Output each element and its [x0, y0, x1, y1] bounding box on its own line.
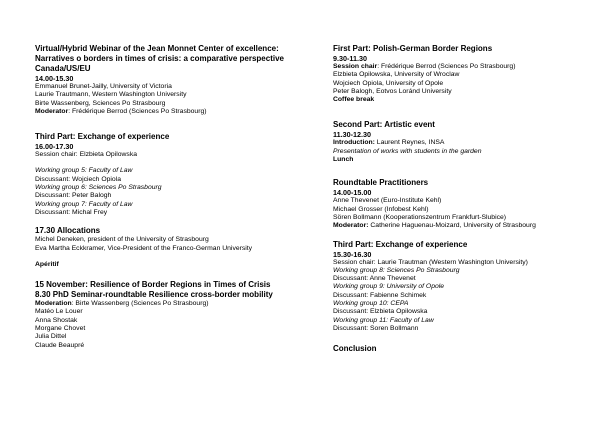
section-time: 9.30-11.30 [333, 54, 367, 63]
section-allocations [35, 226, 303, 253]
attendee-line: Eva Martha Eckkramer, Vice-President of the Franco-German University [35, 244, 253, 252]
participant-line: Claude Beaupré [35, 341, 85, 349]
moderator-value: Catherine Haguenau-Moizard, University of Strasbourg [368, 222, 536, 230]
session-chair-line: Session chair: Elzbieta Opilowska [35, 151, 137, 159]
participant-line: Julia Dittel [35, 333, 67, 341]
speaker-line: Elzbieta Opilowska, University of Wroclaw [333, 71, 460, 79]
moderator-line [35, 108, 303, 116]
introduction-value: Laurent Reynes, INSA [374, 139, 445, 147]
section-third-part-right [333, 240, 567, 334]
section-heading: 15 November: Resilience of Border Regions in Times of Crisis [35, 280, 271, 290]
section-heading: First Part: Polish-German Border Regions [333, 44, 493, 53]
discussant-line: Discussant: Anne Thevenet [333, 275, 416, 283]
discussant-line: Discussant: Fabienne Schimek [333, 291, 427, 299]
attendee-line: Michel Deneken, president of the University of Strasbourg [35, 236, 209, 244]
section-heading: Roundtable Practitioners [333, 178, 429, 188]
introduction-line [333, 139, 567, 147]
discussant-line: Discussant: Michal Frey [35, 208, 108, 216]
moderator-value: : Frédérique Berrod (Sciences Po Strasbourg) [68, 107, 207, 115]
working-group-line: Working group 7: Faculty of Law [35, 200, 133, 208]
presentation-note: Presentation of works with students in the garden [333, 147, 482, 155]
discussant-line: Discussant: Soren Bollmann [333, 324, 419, 332]
conclusion-heading: Conclusion [333, 344, 377, 354]
working-group-line: Working group 5: Faculty of Law [35, 167, 133, 175]
moderator-label: Moderator: [333, 222, 369, 230]
seminar-heading: 8.30 PhD Seminar-roundtable Resilience cross-border mobility [35, 290, 273, 300]
moderator-label: Moderator [35, 107, 69, 115]
speaker-line: Emmanuel Brunet-Jailly, University of Victoria [35, 83, 172, 90]
moderation-label: Moderation [35, 300, 72, 308]
speaker-line: Birte Wassenberg, Sciences Po Strasbourg [35, 99, 166, 107]
session-chair-label: Session chair [333, 63, 378, 70]
webinar-title: Virtual/Hybrid Webinar of the Jean Monnet Center of excellence: Narratives o borders in times of crisis: a comparative perspective Canada/US/EU [35, 44, 284, 73]
webinar-time: 14.00-15.30 [35, 74, 74, 83]
section-third-part-left [35, 132, 303, 217]
section-time: 15.30-16.30 [333, 249, 372, 259]
section-heading: Third Part: Exchange of experience [35, 132, 170, 142]
moderator-line [333, 222, 567, 230]
left-column [35, 44, 303, 350]
working-group-line: Working group 10: CEPA [333, 300, 409, 308]
working-groups [35, 167, 303, 217]
section-time: 14.00-15.00 [333, 188, 372, 198]
working-group-line: Working group 9: University of Opole [333, 283, 445, 291]
participant-line: Morgane Chovet [35, 325, 86, 333]
participant-line: Michael Grosser (Infobest Kehl) [333, 205, 429, 213]
session-chair-line: Session chair: Laurie Trautman (Western Washington University) [333, 258, 528, 266]
participant-line: Anna Shostak [35, 316, 78, 324]
coffee-break-label: Coffee break [333, 96, 375, 104]
discussant-line: Discussant: Peter Balogh [35, 192, 112, 200]
working-group-line: Working group 8: Sciences Po Strasbourg [333, 266, 460, 274]
session-chair-line [333, 63, 567, 71]
section-november15 [35, 280, 303, 350]
moderation-value: : Birte Wassenberg (Sciences Po Strasbourg) [71, 300, 209, 308]
section-heading: 17.30 Allocations [35, 226, 101, 236]
section-time: 11.30-12.30 [333, 130, 371, 140]
aperitif-label: Apéritif [35, 260, 59, 268]
section-first-part [333, 44, 567, 104]
discussant-line: Discussant: Elzbieta Opilowska [333, 308, 428, 316]
working-group-line: Working group 11: Faculty of Law [333, 316, 434, 324]
speaker-line: Wojciech Opiola, University of Opole [333, 79, 444, 87]
section-second-part [333, 120, 567, 164]
participant-line: Sören Bollmann (Kooperationszentrum Frankfurt-Slubice) [333, 213, 507, 221]
session-chair-value: : Frédérique Berrod (Sciences Po Strasbourg) [377, 63, 516, 70]
working-group-line: Working group 6: Sciences Po Strasbourg [35, 184, 162, 192]
section-heading: Second Part: Artistic event [333, 120, 435, 130]
section-heading: Third Part: Exchange of experience [333, 239, 468, 249]
right-column [333, 44, 567, 354]
speaker-line: Laurie Trautmann, Western Washington University [35, 91, 187, 99]
moderation-line [35, 300, 303, 308]
speaker-line: Peter Balogh, Eotvos Loránd University [333, 87, 452, 95]
section-webinar [35, 44, 303, 116]
introduction-label: Introduction: [333, 139, 375, 147]
participant-line: Anne Thevenet (Euro-Institute Kehl) [333, 197, 442, 205]
section-roundtable [333, 178, 567, 230]
participant-line: Matéo Le Louer [35, 308, 83, 316]
discussant-line: Discussant: Wojciech Opiola [35, 175, 122, 183]
lunch-label: Lunch [333, 156, 354, 164]
section-time: 16.00-17.30 [35, 142, 74, 152]
